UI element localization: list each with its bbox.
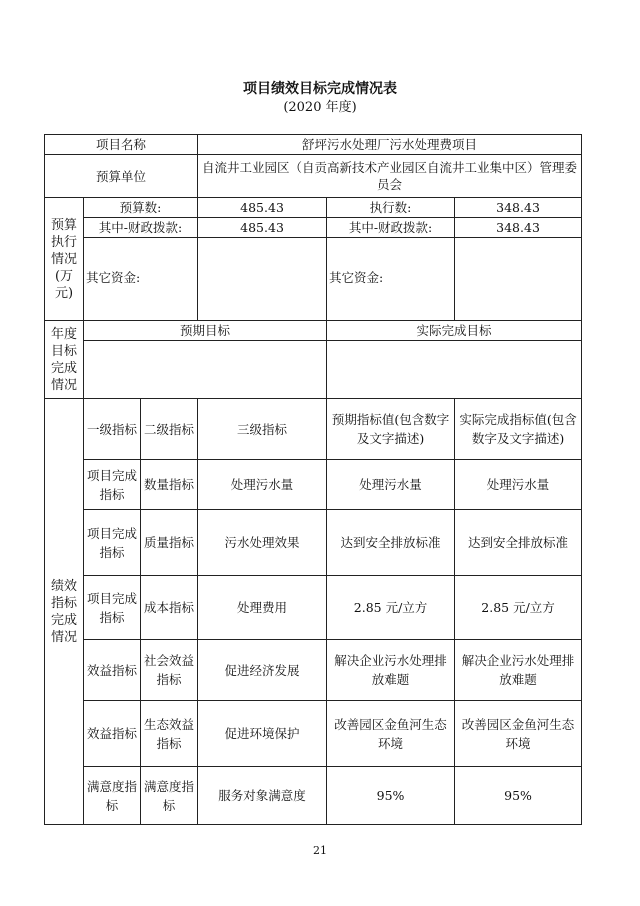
header-level1: 一级指标 bbox=[84, 399, 141, 460]
table-cell: 改善园区金鱼河生态环境 bbox=[455, 701, 582, 767]
performance-table bbox=[44, 134, 582, 825]
table-cell: 效益指标 bbox=[84, 640, 141, 701]
table-cell: 改善园区金鱼河生态环境 bbox=[327, 701, 455, 767]
table-cell: 污水处理效果 bbox=[198, 510, 327, 576]
table-cell: 项目完成指标 bbox=[84, 510, 141, 576]
table-cell: 处理污水量 bbox=[198, 460, 327, 510]
table-cell: 成本指标 bbox=[141, 576, 198, 640]
budget-section-label: 预算执行情况(万元) bbox=[45, 198, 84, 321]
table-cell: 质量指标 bbox=[141, 510, 198, 576]
table-cell: 满意度指标 bbox=[84, 767, 141, 825]
page-title: 项目绩效目标完成情况表 bbox=[243, 81, 397, 97]
other-funds-budget bbox=[198, 238, 327, 321]
table-cell: 95% bbox=[327, 767, 455, 825]
table-cell: 达到安全排放标准 bbox=[455, 510, 582, 576]
actual-goal-content bbox=[327, 341, 582, 399]
table-cell: 95% bbox=[455, 767, 582, 825]
table-cell: 2.85 元/立方 bbox=[455, 576, 582, 640]
project-name-value: 舒坪污水处理厂污水处理费项目 bbox=[198, 135, 582, 155]
table-cell: 解决企业污水处理排放难题 bbox=[327, 640, 455, 701]
project-name-label: 项目名称 bbox=[45, 135, 198, 155]
other-funds-exec-label: 其它资金: bbox=[327, 238, 455, 321]
header-level2: 二级指标 bbox=[141, 399, 198, 460]
performance-section-label: 绩效指标完成情况 bbox=[45, 399, 84, 825]
fiscal-executed-value: 348.43 bbox=[455, 218, 582, 238]
expected-goal-header: 预期目标 bbox=[84, 321, 327, 341]
table-cell: 数量指标 bbox=[141, 460, 198, 510]
executed-amount-label: 执行数: bbox=[327, 198, 455, 218]
table-cell: 处理污水量 bbox=[327, 460, 455, 510]
table-cell: 处理费用 bbox=[198, 576, 327, 640]
table-cell: 2.85 元/立方 bbox=[327, 576, 455, 640]
table-cell: 处理污水量 bbox=[455, 460, 582, 510]
table-cell: 促进环境保护 bbox=[198, 701, 327, 767]
table-cell: 促进经济发展 bbox=[198, 640, 327, 701]
other-funds-exec bbox=[455, 238, 582, 321]
header-level3: 三级指标 bbox=[198, 399, 327, 460]
fiscal-executed-label: 其中-财政拨款: bbox=[327, 218, 455, 238]
expected-goal-content bbox=[84, 341, 327, 399]
budget-unit-label: 预算单位 bbox=[45, 155, 198, 198]
budget-amount-label: 预算数: bbox=[84, 198, 198, 218]
table-cell: 达到安全排放标准 bbox=[327, 510, 455, 576]
table-cell: 社会效益指标 bbox=[141, 640, 198, 701]
header-actual-value: 实际完成指标值(包含数字及文字描述) bbox=[455, 399, 582, 460]
annual-goals-label: 年度目标完成情况 bbox=[45, 321, 84, 399]
table-cell: 解决企业污水处理排放难题 bbox=[455, 640, 582, 701]
table-cell: 服务对象满意度 bbox=[198, 767, 327, 825]
fiscal-budget-label: 其中-财政拨款: bbox=[84, 218, 198, 238]
actual-goal-header: 实际完成目标 bbox=[327, 321, 582, 341]
table-cell: 项目完成指标 bbox=[84, 460, 141, 510]
budget-unit-value: 自流井工业园区（自贡高新技术产业园区自流井工业集中区）管理委员会 bbox=[198, 155, 582, 198]
page-number: 21 bbox=[313, 844, 327, 857]
table-cell: 生态效益指标 bbox=[141, 701, 198, 767]
table-cell: 满意度指标 bbox=[141, 767, 198, 825]
page-subtitle: (2020 年度) bbox=[283, 100, 357, 115]
fiscal-budget-value: 485.43 bbox=[198, 218, 327, 238]
budget-amount-value: 485.43 bbox=[198, 198, 327, 218]
table-cell: 效益指标 bbox=[84, 701, 141, 767]
table-cell: 项目完成指标 bbox=[84, 576, 141, 640]
header-expected-value: 预期指标值(包含数字及文字描述) bbox=[327, 399, 455, 460]
executed-amount-value: 348.43 bbox=[455, 198, 582, 218]
other-funds-label: 其它资金: bbox=[84, 238, 198, 321]
